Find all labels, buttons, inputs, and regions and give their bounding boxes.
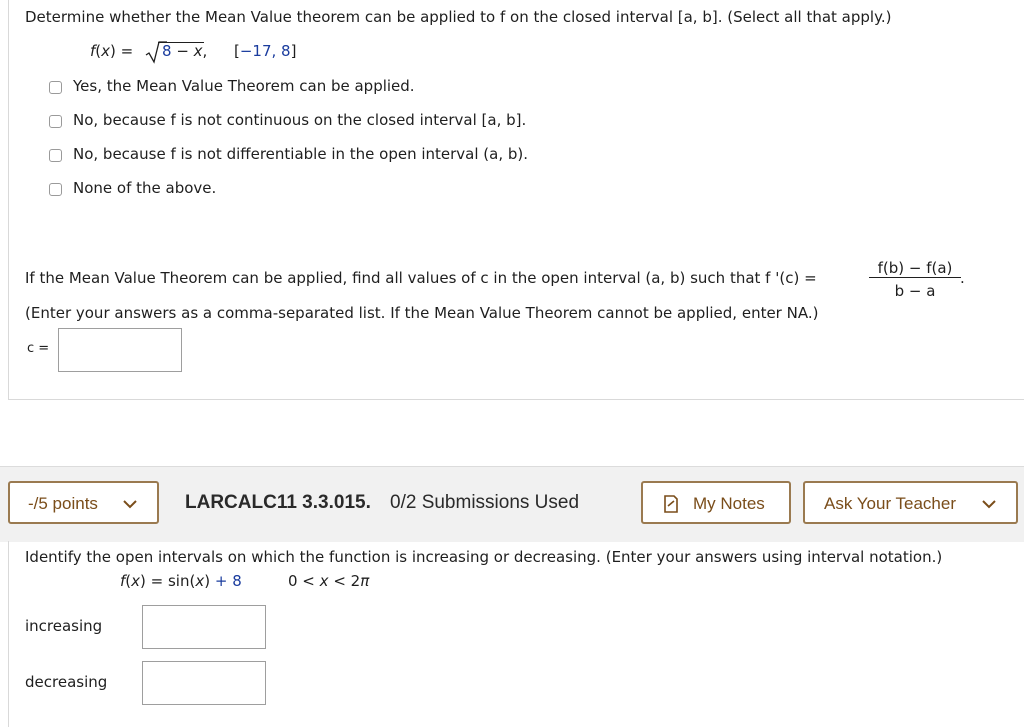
fraction-period: . — [960, 269, 965, 287]
q2-function: f(x) = sin(x) + 8 — [120, 572, 242, 590]
increasing-label: increasing — [25, 617, 103, 635]
fraction-denominator: b − a — [894, 282, 936, 300]
option-yes-label: Yes, the Mean Value Theorem can be applied. — [73, 77, 415, 95]
interval: [−17, 8] — [234, 42, 297, 60]
decreasing-input[interactable] — [142, 661, 266, 705]
ask-teacher-label: Ask Your Teacher — [824, 494, 956, 513]
c-label: c = — [27, 341, 50, 356]
question-1-prompt: Determine whether the Mean Value theorem can be applied to f on the closed interval [a, b]. (Select all that apply.) — [25, 8, 892, 26]
submissions-used: 0/2 Submissions Used — [390, 492, 580, 513]
fraction-numerator: f(b) − f(a) — [877, 259, 953, 277]
my-notes-button[interactable] — [641, 481, 791, 524]
question-2-prompt: Identify the open intervals on which the function is increasing or decreasing. (Enter your answers using interval notation.) — [25, 548, 943, 566]
option-none-checkbox[interactable] — [49, 183, 62, 196]
option-not-differentiable-label: No, because f is not differentiable in the open interval (a, b). — [73, 145, 529, 163]
notes-icon — [663, 495, 679, 518]
chevron-down-icon — [981, 495, 997, 515]
chevron-down-icon — [122, 495, 138, 515]
q2-domain: 0 < x < 2π — [288, 572, 370, 590]
decreasing-label: decreasing — [25, 673, 108, 691]
option-yes-checkbox[interactable] — [49, 81, 62, 94]
option-none-label: None of the above. — [73, 179, 217, 197]
instructions: (Enter your answers as a comma-separated list. If the Mean Value Theorem cannot be applied, enter NA.) — [25, 304, 819, 322]
ask-teacher-button[interactable] — [803, 481, 1018, 524]
problem-id: LARCALC11 3.3.015. — [185, 492, 371, 513]
sqrt-bar — [158, 42, 204, 43]
option-not-continuous-checkbox[interactable] — [49, 115, 62, 128]
option-not-continuous-label: No, because f is not continuous on the closed interval [a, b]. — [73, 111, 527, 129]
option-not-differentiable-checkbox[interactable] — [49, 149, 62, 162]
function-lhs: f(x) = — [90, 42, 134, 60]
points-label: -/5 points — [28, 494, 98, 513]
increasing-input[interactable] — [142, 605, 266, 649]
c-answer-input[interactable] — [58, 328, 182, 372]
fraction-bar — [869, 277, 961, 278]
mvt-prompt: If the Mean Value Theorem can be applied, find all values of c in the open interval (a, b) such that f '(c) = — [25, 269, 817, 287]
function-radicand: 8 − x, — [162, 42, 208, 60]
my-notes-label: My Notes — [693, 494, 765, 513]
points-button[interactable] — [8, 481, 159, 524]
